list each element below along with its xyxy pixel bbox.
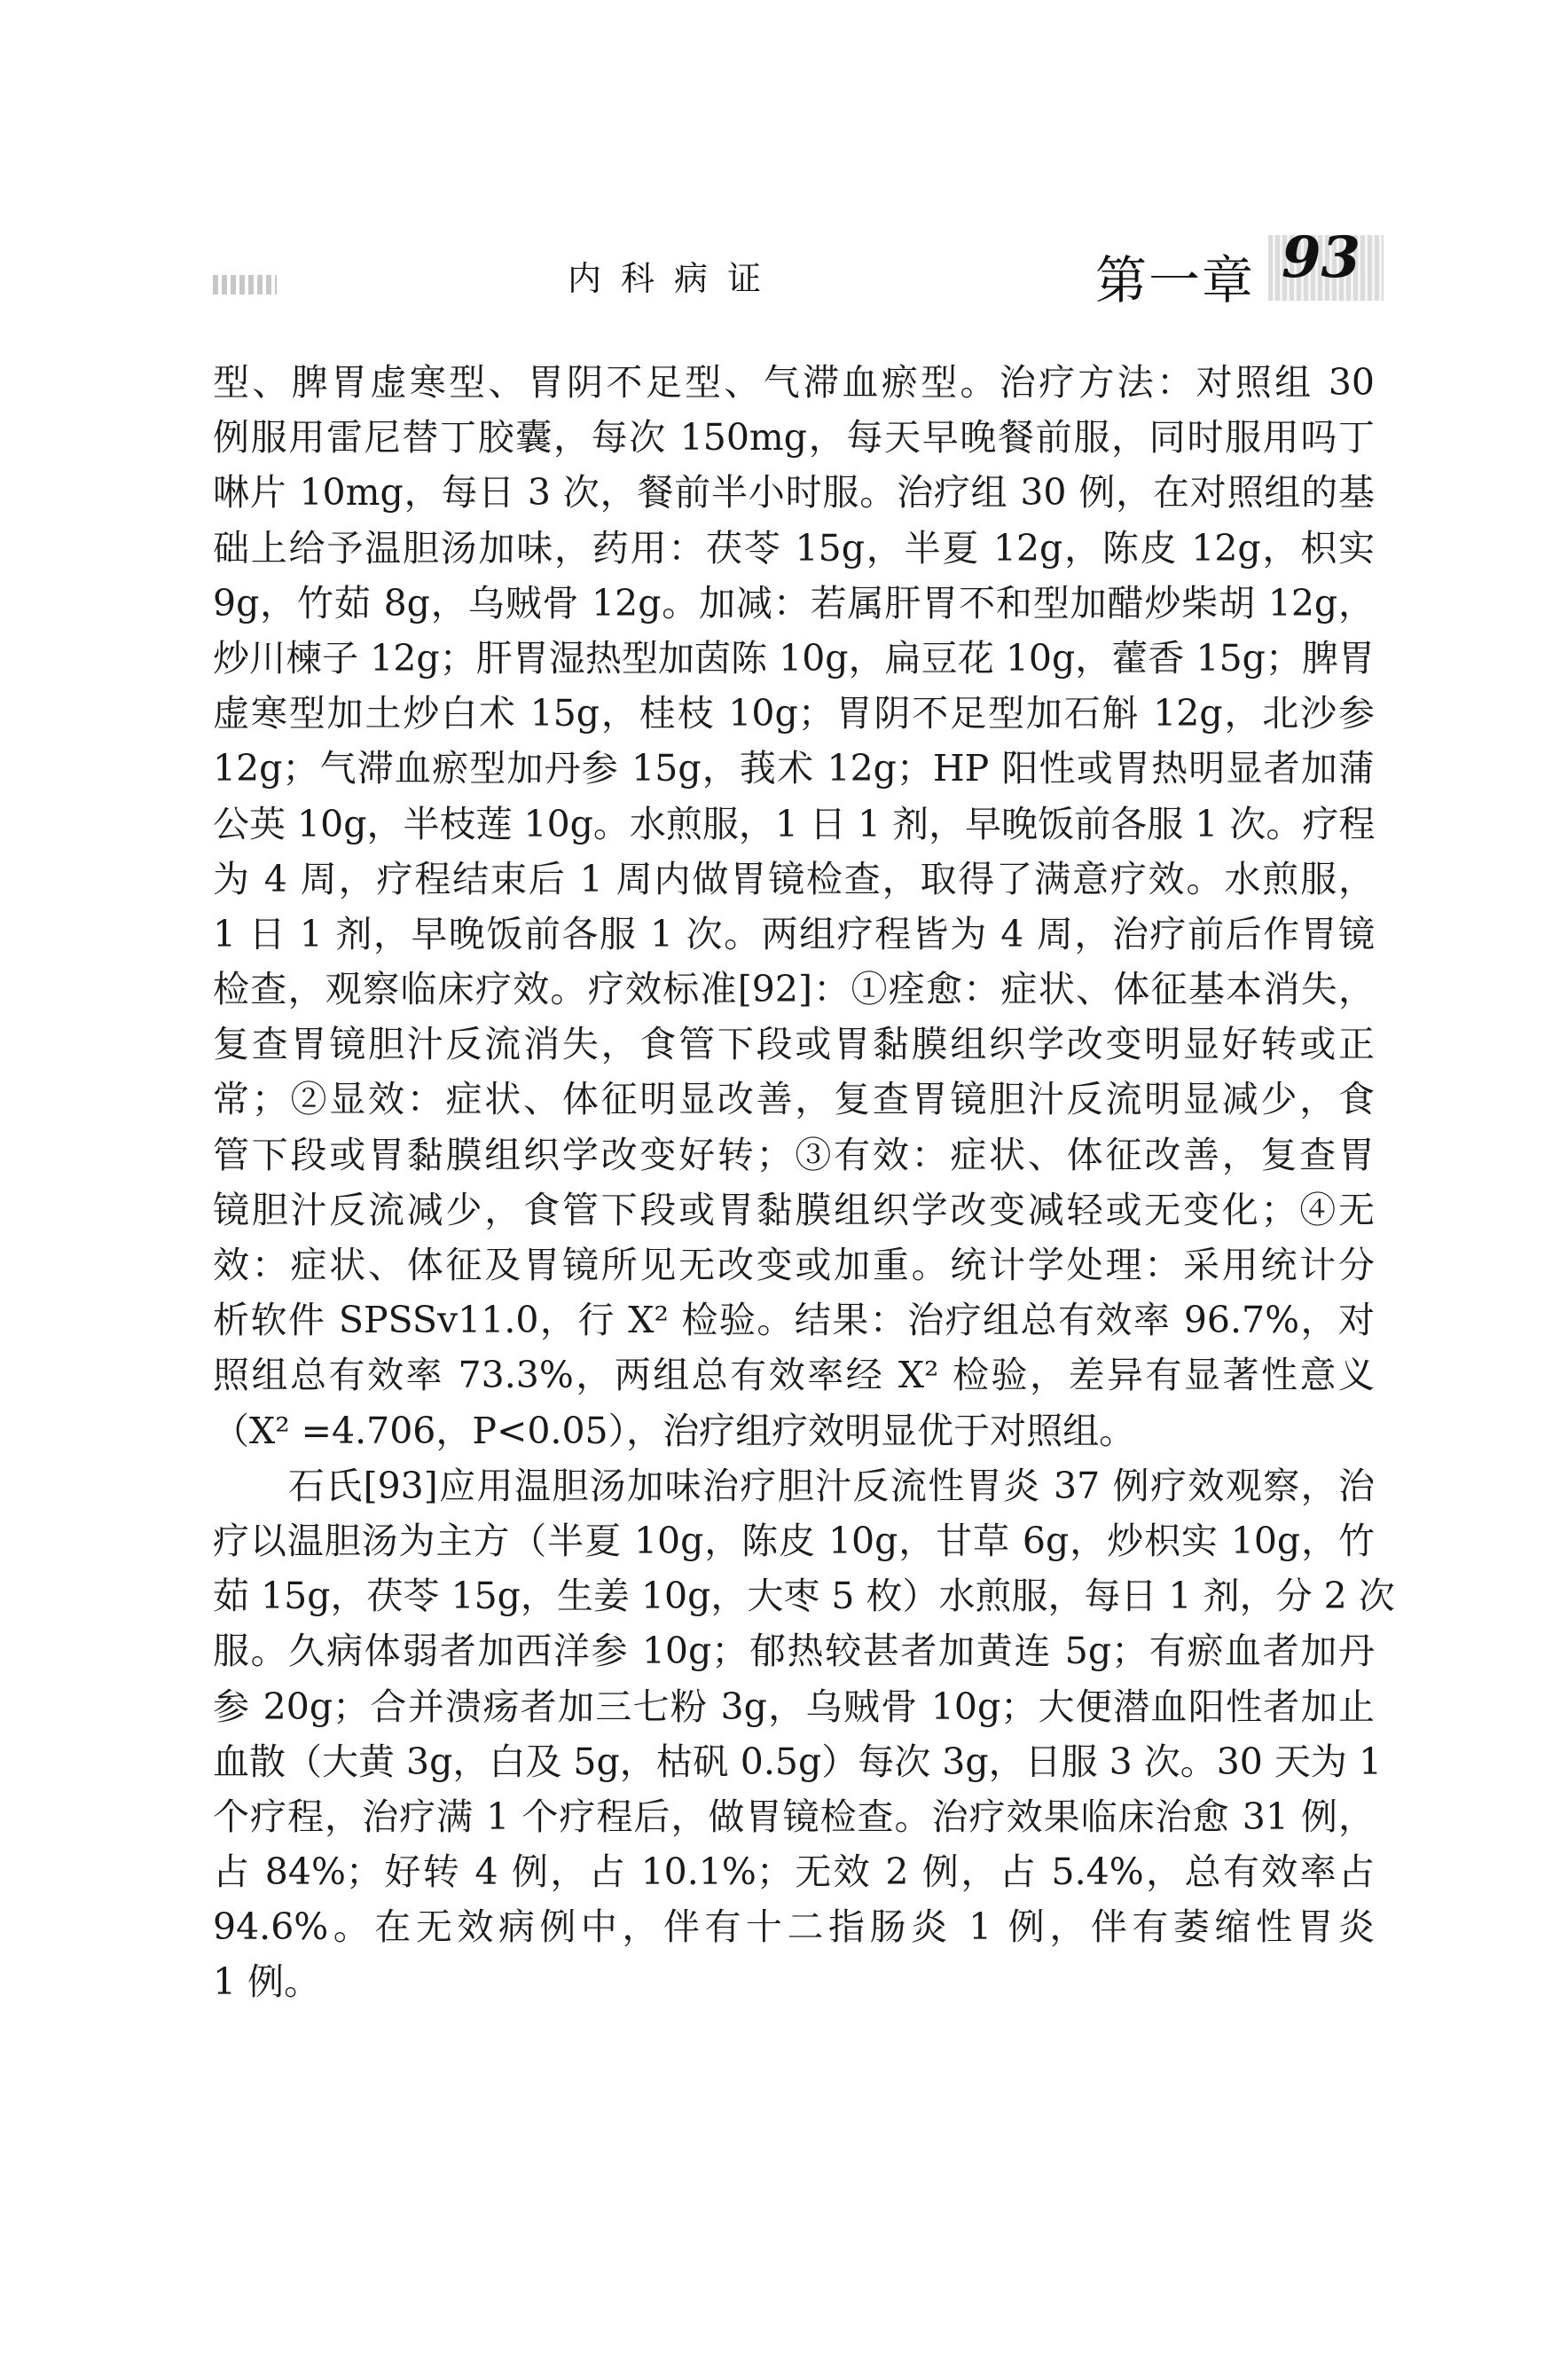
text-line: 茹 15g，茯苓 15g，生姜 10g，大枣 5 枚）水煎服，每日 1 剂，分 2 次: [213, 1575, 1395, 1618]
text-line: 照组总有效率 73.3%，两组总有效率经 X² 检验，差异有显著性意义: [213, 1354, 1375, 1397]
running-title: 内科病证: [568, 259, 781, 298]
page-number: 93: [1282, 224, 1361, 291]
text-line: 个疗程，治疗满 1 个疗程后，做胃镜检查。治疗效果临床治愈 31 例，: [213, 1795, 1375, 1838]
text-line: 虚寒型加土炒白术 15g，桂枝 10g；胃阴不足型加石斛 12g，北沙参: [213, 692, 1375, 735]
header-decoration: [213, 275, 277, 295]
text-line: 镜胆汁反流减少，食管下段或胃黏膜组织学改变减轻或无变化；④无: [213, 1188, 1375, 1231]
text-line: 参 20g；合并溃疡者加三七粉 3g，乌贼骨 10g；大便潜血阳性者加止: [213, 1685, 1375, 1728]
text-line-paragraph-end: （X² =4.706，P<0.05），治疗组疗效明显优于对照组。: [213, 1409, 1136, 1452]
text-line: 析软件 SPSSv11.0，行 X² 检验。结果：治疗组总有效率 96.7%，对: [213, 1299, 1375, 1342]
text-line: 1 日 1 剂，早晚饭前各服 1 次。两组疗程皆为 4 周，治疗前后作胃镜: [213, 912, 1375, 955]
page-header: [213, 224, 1375, 315]
text-line: 炒川楝子 12g；肝胃湿热型加茵陈 10g，扁豆花 10g，藿香 15g；脾胃: [213, 636, 1375, 680]
text-line: 服。久病体弱者加西洋参 10g；郁热较甚者加黄连 5g；有瘀血者加丹: [213, 1630, 1375, 1673]
text-line: 9g，竹茹 8g，乌贼骨 12g。加减：若属肝胃不和型加醋炒柴胡 12g，: [213, 581, 1375, 625]
text-line: 础上给予温胆汤加味，药用：茯苓 15g，半夏 12g，陈皮 12g，枳实: [213, 526, 1375, 570]
text-line: 效：症状、体征及胃镜所见无改变或加重。统计学处理：采用统计分: [213, 1244, 1375, 1286]
text-line: 例服用雷尼替丁胶囊，每次 150mg，每天早晚餐前服，同时服用吗丁: [213, 416, 1375, 460]
text-line: 94.6%。在无效病例中，伴有十二指肠炎 1 例，伴有萎缩性胃炎: [213, 1905, 1375, 1949]
text-line: 常；②显效：症状、体征明显改善，复查胃镜胆汁反流明显减少，食: [213, 1078, 1375, 1121]
text-line: 复查胃镜胆汁反流消失，食管下段或胃黏膜组织学改变明显好转或正: [213, 1023, 1375, 1066]
text-line: 12g；气滞血瘀型加丹参 15g，莪术 12g；HP 阳性或胃热明显者加蒲: [213, 747, 1375, 790]
text-line: 型、脾胃虚寒型、胃阴不足型、气滞血瘀型。治疗方法：对照组 30: [213, 361, 1375, 404]
chapter-label: 第一章: [1095, 250, 1256, 310]
text-line: 为 4 周，疗程结束后 1 周内做胃镜检查，取得了满意疗效。水煎服，: [213, 857, 1375, 900]
text-line: 啉片 10mg，每日 3 次，餐前半小时服。治疗组 30 例，在对照组的基: [213, 471, 1375, 515]
text-line: 检查，观察临床疗效。疗效标准[92]：①痊愈：症状、体征基本消失，: [213, 968, 1375, 1011]
text-line-paragraph-end: 1 例。: [213, 1960, 321, 2004]
text-line: 占 84%；好转 4 例，占 10.1%；无效 2 例，占 5.4%，总有效率占: [213, 1850, 1375, 1894]
text-line: 疗以温胆汤为主方（半夏 10g，陈皮 10g，甘草 6g，炒枳实 10g，竹: [213, 1519, 1375, 1562]
text-line: 管下段或胃黏膜组织学改变好转；③有效：症状、体征改善，复查胃: [213, 1133, 1375, 1176]
text-line: 公英 10g，半枝莲 10g。水煎服，1 日 1 剂，早晚饭前各服 1 次。疗程: [213, 802, 1376, 845]
body-text: [213, 355, 1395, 2010]
text-line: 血散（大黄 3g，白及 5g，枯矾 0.5g）每次 3g，日服 3 次。30 天为 1: [213, 1740, 1383, 1783]
text-line-paragraph-start: 石氏[93]应用温胆汤加味治疗胆汁反流性胃炎 37 例疗效观察，治: [213, 1464, 1375, 1507]
